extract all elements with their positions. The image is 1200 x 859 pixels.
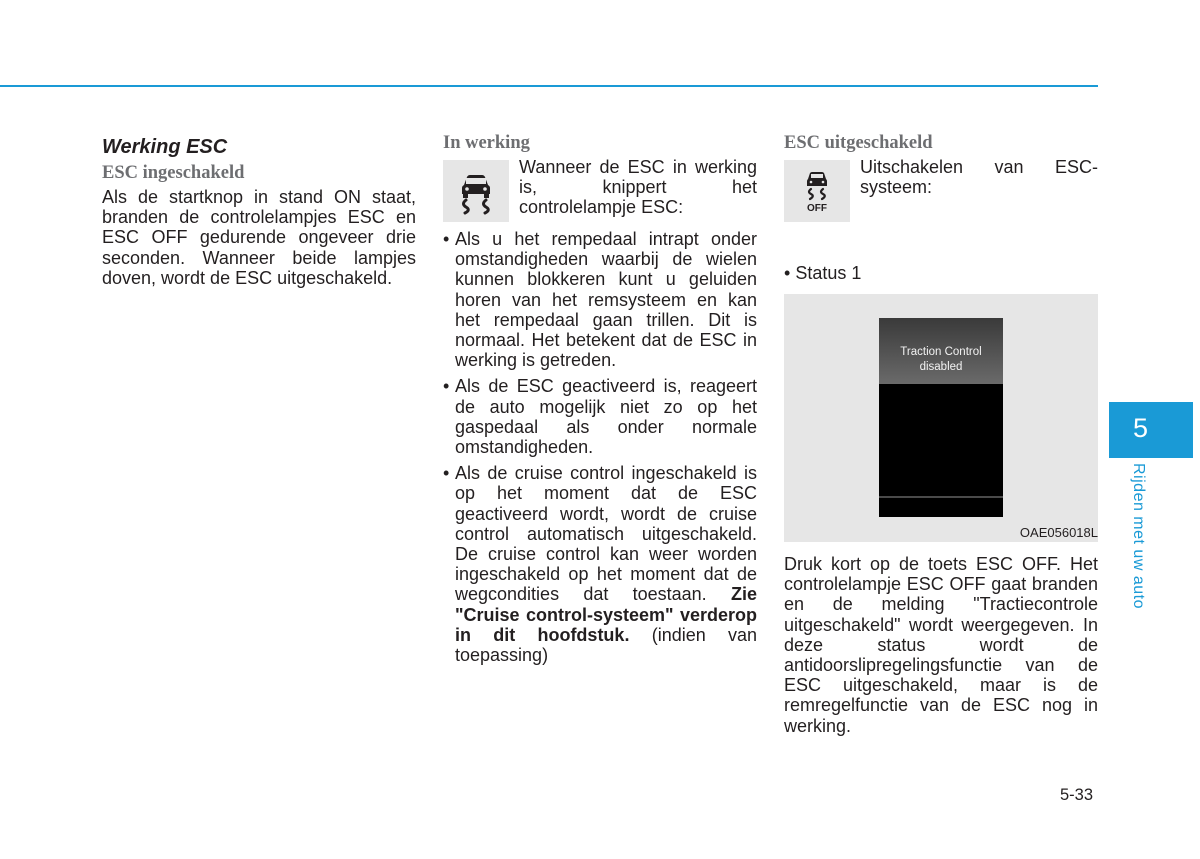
esc-off-icon-label: OFF [807, 203, 827, 214]
cross-reference: Zie "Cruise control-systeem" verderop in dit hoofdstuk. [455, 584, 757, 645]
list-item: • Als u het rempedaal intrapt onder omstandigheden waarbij de wielen kunnen blokkeren kunt u geluiden horen van het remsysteem en kan het rempedaal gaan trillen. Dit is normaal. Het betekent dat de ESC in werking is getreden. [443, 229, 757, 370]
subheading-esc-on: ESC ingeschakeld [102, 163, 245, 183]
esc-icon-row [443, 157, 757, 222]
cluster-message-line1: Traction Control [900, 346, 982, 358]
section-heading: Werking ESC [102, 136, 228, 158]
paragraph-esc-on: Als de startknop in stand ON staat, branden de controlelampjes ESC en ESC OFF gedurende ongeveer drie seconden. Wanneer beide lampjes doven, wordt de ESC uitgeschakeld. [102, 187, 416, 288]
page-number: 5-33 [1060, 786, 1094, 804]
paragraph-esc-off: Druk kort op de toets ESC OFF. Het controlelampje ESC OFF gaat branden en de melding "Tractiecontrole uitgeschakeld" wordt weergegeven. In deze status wordt de antidoorslipregelingsfunctie van de ESC uitgeschakeld, maar is de remregelfunctie van de ESC nog in werking. [784, 554, 1098, 736]
cluster-message [879, 318, 1003, 384]
cluster-divider [879, 496, 1003, 498]
operation-bullets [443, 229, 757, 665]
esc-off-indicator-icon [784, 160, 850, 222]
chapter-number: 5 [1133, 413, 1149, 443]
subheading-esc-off: ESC uitgeschakeld [784, 133, 933, 153]
top-rule [0, 85, 1098, 87]
figure-code: OAE056018L [1019, 525, 1098, 540]
bullet-tail: (indien van toepassing) [455, 624, 757, 666]
column-1 [102, 133, 416, 288]
cluster-screen [879, 318, 1003, 517]
chapter-tab [1109, 402, 1193, 458]
list-item: • Als de ESC geactiveerd is, reageert de auto mogelijk niet zo op het gaspedaal als onder normale omstandigheden. [443, 376, 757, 457]
cluster-display-figure [784, 294, 1098, 542]
chapter-title: Rijden met uw auto [1130, 463, 1147, 609]
cluster-message-line2: disabled [919, 361, 963, 373]
esc-icon-text: Wanneer de ESC in werking is, knippert het controlelampje ESC: [519, 157, 757, 218]
column-3 [784, 133, 1098, 736]
esc-off-icon-text: Uitschakelen van ESC-systeem: [860, 157, 1098, 198]
subheading-in-operation: In werking [443, 133, 530, 153]
bullet-text: Als de cruise control ingeschakeld is op het moment dat de ESC geactiveerd wordt, wordt de cruise control automatisch uitgeschakeld. De cruise control kan weer worden ingeschakeld op het moment dat de wegcondities dat toestaan. [455, 463, 757, 605]
list-item [443, 463, 757, 665]
column-2 [443, 133, 757, 671]
esc-off-icon-row [784, 157, 1098, 222]
esc-indicator-icon [443, 160, 509, 222]
status-label: • Status 1 [784, 263, 1098, 283]
